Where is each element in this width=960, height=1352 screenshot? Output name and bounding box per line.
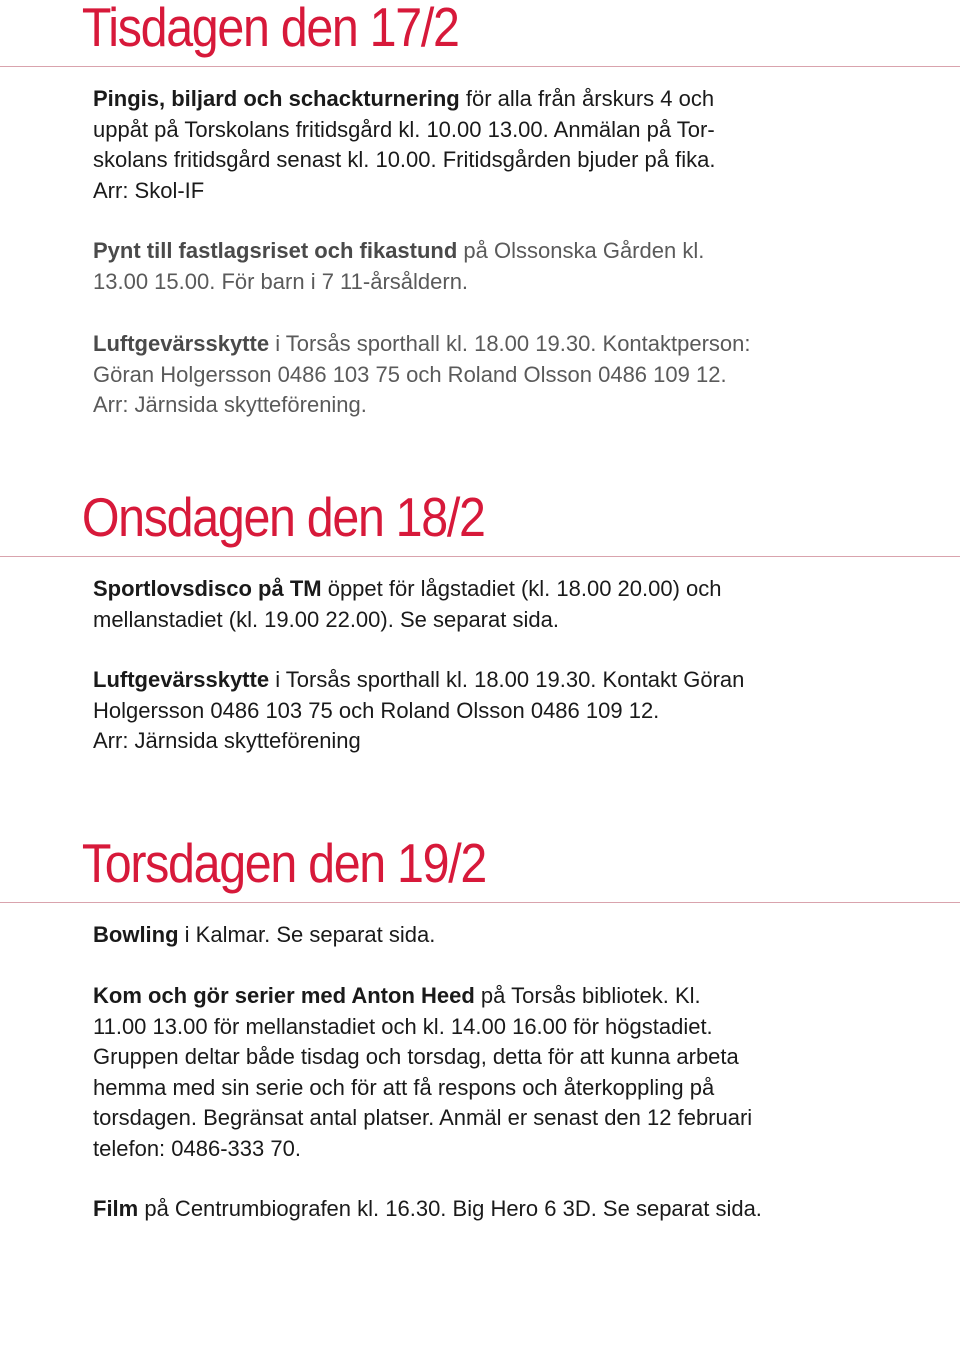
event-text: på Centrumbiografen kl. 16.30. Big Hero 6 3D. Se separat sida. — [138, 1196, 762, 1221]
event-title: Bowling — [93, 922, 179, 947]
section-wednesday — [0, 480, 960, 770]
event-sportlovsdisco — [93, 574, 893, 635]
event-title: Pynt till fastlagsriset och fikastund — [93, 238, 458, 263]
day-heading-wednesday: Onsdagen den 18/2 — [81, 486, 485, 548]
event-bowling — [93, 920, 893, 951]
event-text: Arr: Järnsida skytteförening. — [93, 392, 367, 417]
event-luftgevar-wednesday — [93, 665, 893, 757]
event-title: Pingis, biljard och schackturnering — [93, 86, 460, 111]
heading-divider — [0, 66, 960, 67]
event-film — [93, 1194, 893, 1225]
event-serier — [93, 981, 893, 1164]
event-text: Gruppen deltar både tisdag och torsdag, detta för att kunna arbeta — [93, 1044, 739, 1069]
event-text: skolans fritidsgård senast kl. 10.00. Fritidsgården bjuder på fika. — [93, 147, 716, 172]
event-text: Holgersson 0486 103 75 och Roland Olsson 0486 109 12. — [93, 697, 660, 723]
event-pynt — [93, 236, 893, 297]
event-text: på Torsås bibliotek. Kl. — [474, 983, 701, 1008]
event-text: 11.00 13.00 för mellanstadiet och kl. 14.00 16.00 för högstadiet. — [93, 1013, 713, 1039]
event-text: Göran Holgersson 0486 103 75 och Roland Olsson 0486 109 12. — [93, 361, 727, 387]
event-pingis — [93, 84, 893, 206]
event-text: öppet för lågstadiet (kl. 18.00 20.00) och — [321, 576, 722, 601]
section-tuesday — [0, 0, 960, 430]
event-text: Arr: Skol-IF — [93, 177, 205, 203]
event-text: telefon: 0486-333 70. — [93, 1135, 301, 1161]
event-text: Arr: Järnsida skytteförening — [93, 728, 361, 753]
event-text: torsdagen. Begränsat antal platser. Anmäl er senast den 12 februari — [93, 1105, 753, 1130]
day-heading-thursday: Torsdagen den 19/2 — [81, 832, 486, 894]
event-text: mellanstadiet (kl. 19.00 22.00). Se separat sida. — [93, 606, 559, 632]
event-text: på Olssonska Gården kl. — [457, 238, 705, 263]
heading-divider — [0, 902, 960, 903]
event-text: för alla från årskurs 4 och — [459, 86, 715, 111]
event-title: Luftgevärsskytte — [93, 331, 270, 356]
event-title-connector: på — [251, 576, 290, 601]
event-title: Sportlovsdisco — [93, 576, 252, 601]
event-title: Luftgevärsskytte — [93, 667, 270, 692]
event-title: Film — [93, 1196, 139, 1221]
day-heading-tuesday: Tisdagen den 17/2 — [81, 0, 459, 58]
event-text: uppåt på Torskolans fritidsgård kl. 10.00 13.00. Anmälan på Tor- — [93, 116, 715, 142]
event-title: TM — [289, 576, 322, 601]
heading-divider — [0, 556, 960, 557]
event-luftgevar-tuesday — [93, 329, 893, 421]
section-thursday — [0, 820, 960, 1240]
event-text: i Kalmar. Se separat sida. — [178, 922, 436, 947]
event-text: hemma med sin serie och för att få respons och återkoppling på — [93, 1074, 715, 1100]
event-text: i Torsås sporthall kl. 18.00 19.30. Kontakt Göran — [269, 667, 745, 692]
event-text: i Torsås sporthall kl. 18.00 19.30. Kontaktperson: — [269, 331, 751, 356]
event-text: 13.00 15.00. För barn i 7 11-årsåldern. — [93, 268, 469, 294]
event-title: Kom och gör serier med Anton Heed — [93, 983, 475, 1008]
